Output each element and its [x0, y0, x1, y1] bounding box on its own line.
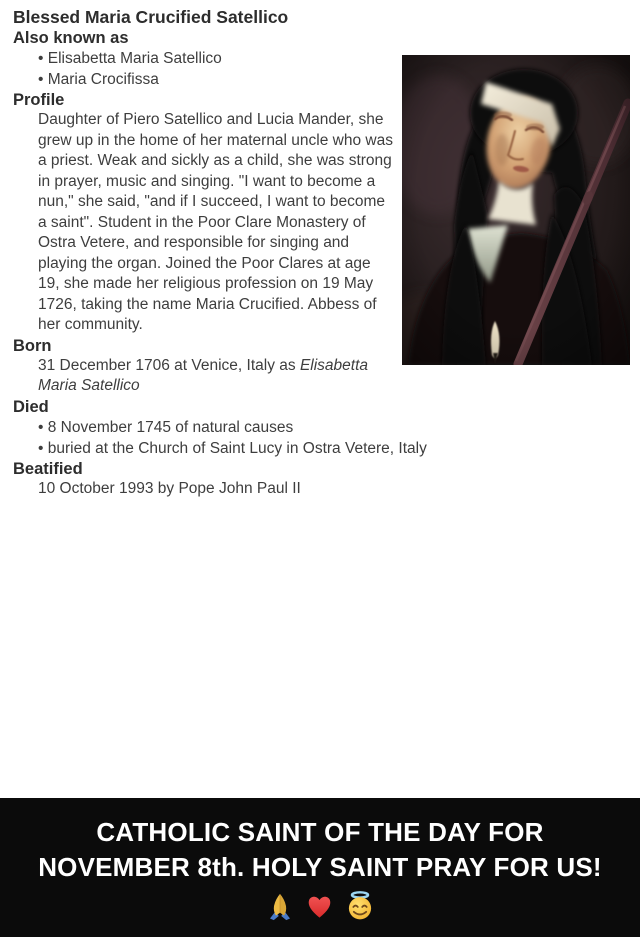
died-list [13, 417, 630, 459]
emoji-row [265, 890, 376, 922]
red-heart-icon [304, 891, 335, 921]
section-heading-born: Born [13, 336, 52, 355]
section-heading-beatified: Beatified [13, 459, 83, 478]
list-item: • 8 November 1745 of natural causes [38, 417, 630, 438]
born-text-plain: 31 December 1706 at Venice, Italy as [38, 356, 300, 374]
folded-hands-icon [265, 891, 295, 921]
born-name-italic: Elisabetta Maria Satellico [38, 356, 369, 394]
banner-line-1: CATHOLIC SAINT OF THE DAY FOR [96, 817, 544, 847]
beatified-text: 10 October 1993 by Pope John Paul II [38, 479, 301, 497]
caption-banner [0, 798, 640, 937]
page-title: Blessed Maria Crucified Satellico [13, 7, 289, 27]
section-heading-profile: Profile [13, 91, 65, 109]
saint-portrait-image [402, 55, 630, 365]
list-item: • Maria Crocifissa [38, 69, 630, 90]
section-heading-also-known-as: Also known as [13, 29, 129, 47]
profile-text: Daughter of Piero Satellico and Lucia Mander, she grew up in the home of her maternal uncle who was a priest. Weak and sickly as a child, she was strong in prayer, music and singing. "I want to become a nun," she said, "and if I succeed, I want to become a saint". Student in the Poor Clare Monastery of Ostra Vetere, and responsible for singing and playing the organ. Joined the Poor Clares at age 19, she made her religious profession on 19 May 1726, taking the name Maria Crucified. Abbess of her community. [38, 111, 393, 333]
document-body [13, 28, 630, 499]
nun-portrait-painting [402, 55, 630, 365]
list-item: • Elisabetta Maria Satellico [38, 48, 630, 69]
section-heading-died: Died [13, 397, 49, 416]
smiling-face-with-halo-icon [344, 890, 376, 922]
banner-line-2: NOVEMBER 8th. HOLY SAINT PRAY FOR US! [38, 852, 602, 882]
list-item: • buried at the Church of Saint Lucy in Ostra Vetere, Italy [38, 438, 630, 459]
